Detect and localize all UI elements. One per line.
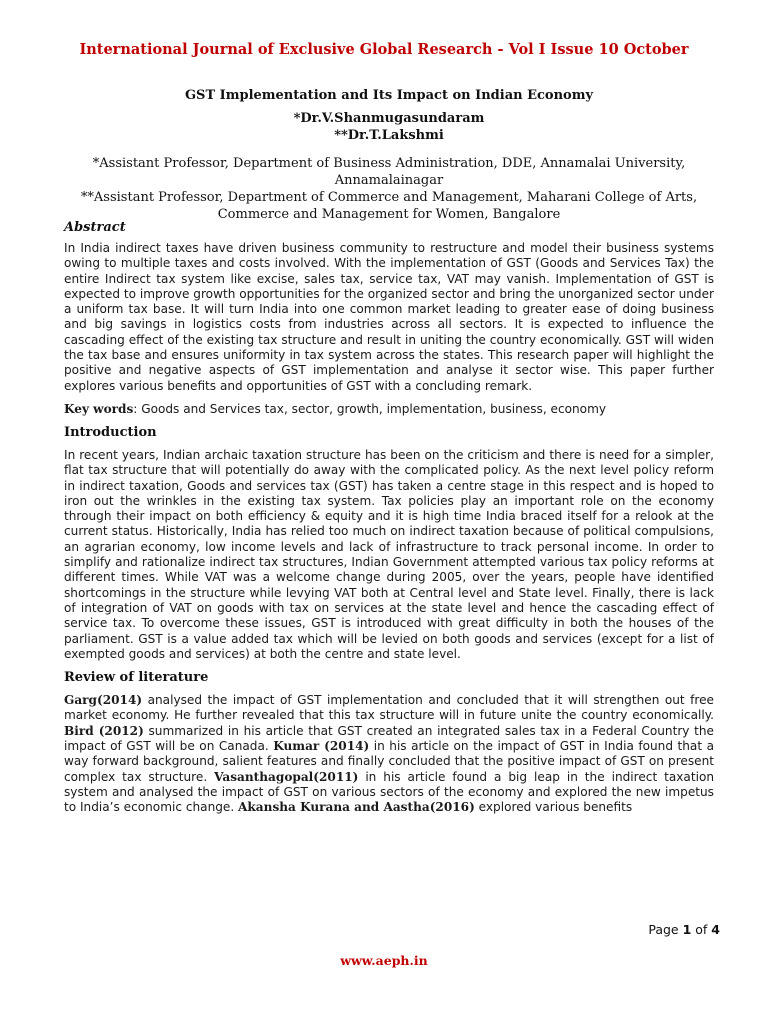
- journal-header: International Journal of Exclusive Global Research - Vol I Issue 10 October: [79, 41, 689, 58]
- abstract-text: In India indirect taxes have driven business community to restructure and model their business systems owing to multiple taxes and costs involved. With the implementation of GST (Goods and Services Tax) the entire Indirect tax system like excise, sales tax, service tax, VAT may vanish. Implementation of GST is expected to improve growth opportunities for the organized sector and bring the unorganized sector under a uniform tax base. It will turn India into one common market leading to greater ease of doing business and big savings in logistics costs from industries across all sectors. It is expected to influence the cascading effect of the existing tax structure and result in uniting the country economically. GST will widen the tax base and ensures uniformity in tax system across the states. This research paper will highlight the positive and negative aspects of GST implementation and analyse it sector wise. This paper further explores various benefits and opportunities of GST with a concluding remark.: [64, 241, 714, 393]
- affiliation-2: **Assistant Professor, Department of Commerce and Management, Maharani College of Arts, Commerce and Management for Women, Bangalore: [80, 190, 698, 222]
- affiliation-1: *Assistant Professor, Department of Business Administration, DDE, Annamalai University, Annamalainagar: [92, 156, 686, 188]
- keywords-text: : Goods and Services tax, sector, growth, implementation, business, economy: [133, 401, 607, 416]
- citation-bird: Bird (2012): [64, 723, 144, 738]
- keywords-label: Key words: [64, 401, 134, 416]
- keywords: [64, 401, 714, 417]
- citation-kumar: Kumar (2014): [273, 739, 370, 754]
- paper-title: GST Implementation and Its Impact on Indian Economy: [184, 88, 594, 103]
- title-block: [64, 87, 714, 144]
- footer-url-link[interactable]: www.aeph.in: [340, 953, 428, 968]
- author-1: *Dr.V.Shanmugasundaram: [293, 111, 485, 126]
- body-content: [64, 219, 714, 816]
- citation-garg: Garg(2014): [64, 693, 143, 708]
- citation-vasanthagopal: Vasanthagopal(2011): [214, 769, 359, 784]
- abstract-heading: Abstract: [64, 220, 126, 235]
- introduction-text: In recent years, Indian archaic taxation structure has been on the criticism and there is need for a simpler, flat tax structure that will potentially do away with the complicated policy. As the next level policy reform in indirect taxation, Goods and services tax (GST) has taken a centre stage in this respect and is hoped to iron out the wrinkles in the existing tax system. Tax policies play an important role on the economy through their impact on both efficiency & equity and it is high time India braced itself for a relook at the current status. Historically, India has relied too much on indirect taxation because of political compulsions, an agrarian economy, low income levels and lack of infrastructure to track personal income. In order to simplify and rationalize indirect tax structures, Indian Government attempted various tax policy reforms at different times. While VAT was a welcome change during 2005, over the years, people have identified shortcomings in the structure while levying VAT both at Central level and State level. Finally, there is lack of integration of VAT on goods with tax on services at the state level and hence the cascading effect of service tax. To overcome these issues, GST is introduced with great difficulty in both the houses of the parliament. GST is a value added tax which will be levied on both goods and services (except for a list of exempted goods and services) at both the centre and state level.: [64, 447, 714, 661]
- author-2: **Dr.T.Lakshmi: [334, 128, 444, 143]
- affiliations: [64, 155, 714, 223]
- citation-akansha: Akansha Kurana and Aastha(2016): [238, 800, 475, 815]
- review-heading: Review of literature: [64, 670, 209, 686]
- review-text: Garg(2014) analysed the impact of GST implementation and concluded that it will strengthen out free market economy. He further revealed that this tax structure will in future unite the country economically. Bird (2012) summarized in his article that GST created an integrated sales tax in a Federal Country the impact of GST will be on Canada. Kumar (2014) in his article on the impact of GST in India found that a way forward background, salient features and finally concluded that the positive impact of GST on present complex tax structure. Vasanthagopal(2011) in his article found a big leap in the indirect taxation system and analysed the impact of GST on various sectors of the economy and explored the new impetus to India’s economic change. Akansha Kurana and Aastha(2016) explored various benefits: [64, 693, 715, 815]
- page-number: Page 1 of 4: [648, 922, 720, 937]
- introduction-heading: Introduction: [64, 424, 157, 440]
